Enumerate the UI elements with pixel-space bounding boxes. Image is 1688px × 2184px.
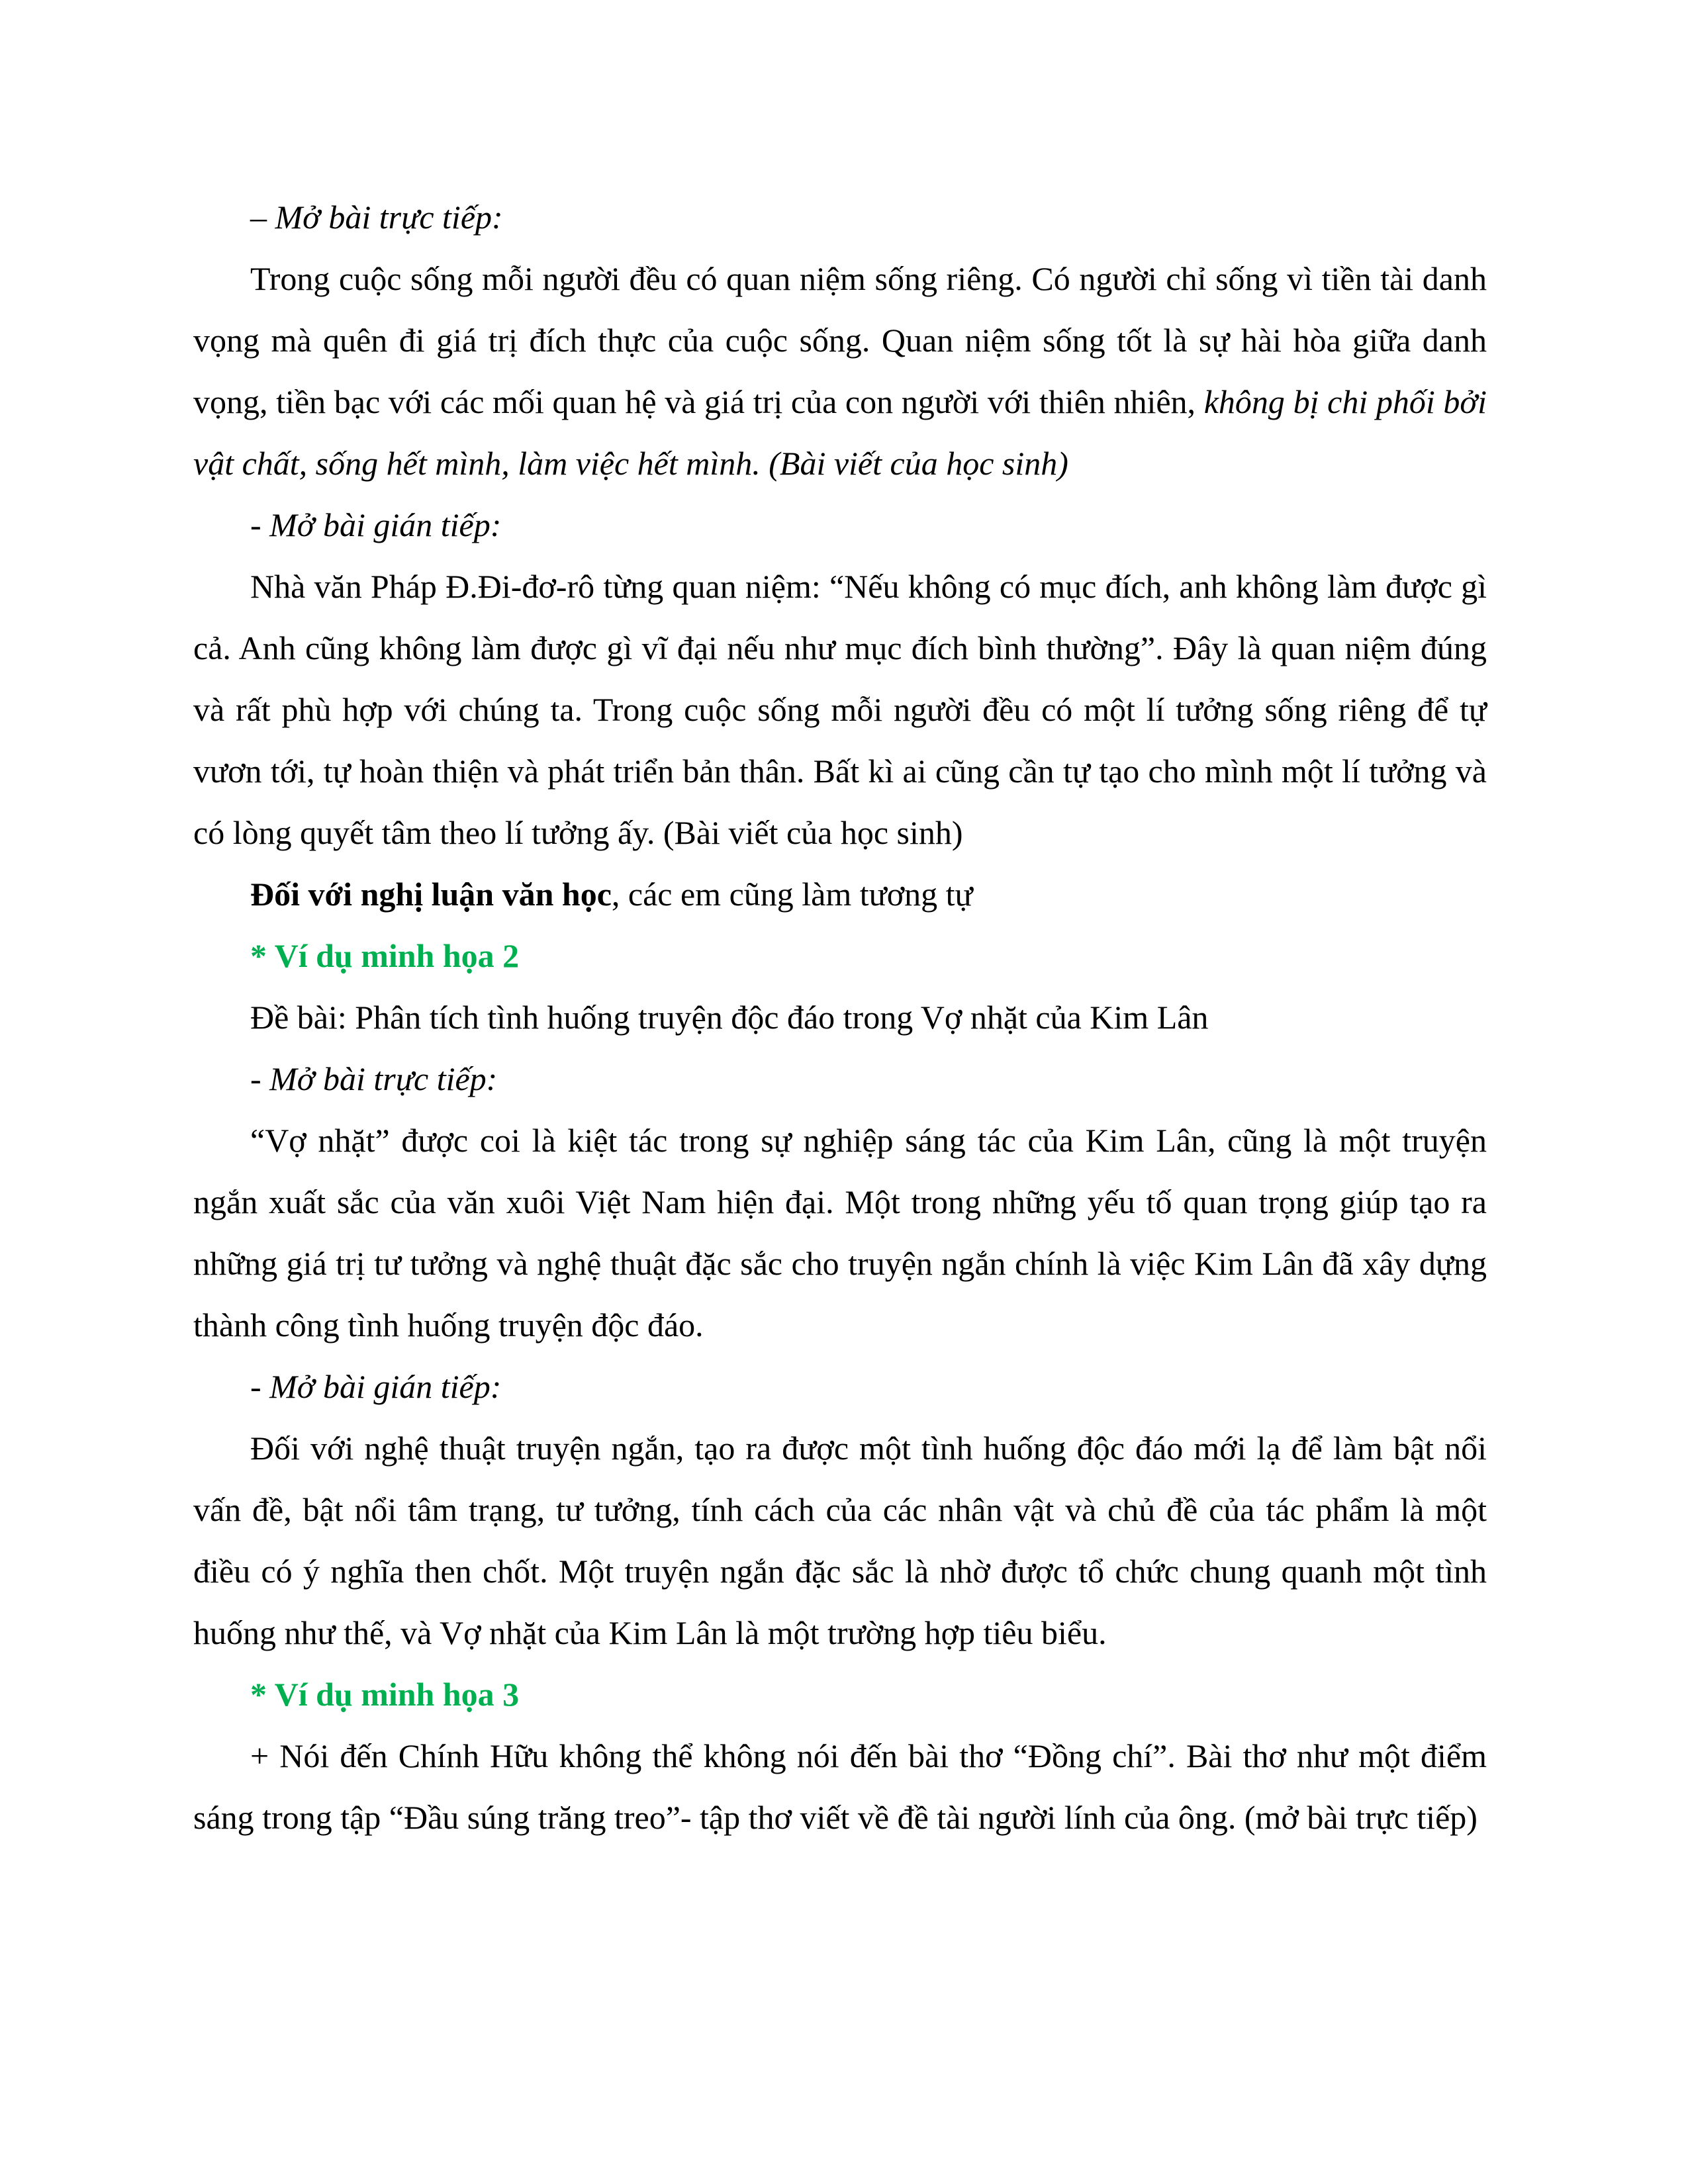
heading-direct-opening-1: – Mở bài trực tiếp: [250, 199, 503, 236]
literary-note-bold: Đối với nghị luận văn học [250, 876, 612, 913]
paragraph-direct-opening-1 [193, 248, 1487, 494]
example-3-title: * Ví dụ minh họa 3 [250, 1676, 520, 1713]
paragraph-direct-opening-1-italic: không bị chi phối bởi vật chất, sống hết mình, làm việc hết mình. (Bài viết của học sinh) [193, 383, 1487, 482]
heading-indirect-opening-2: - Mở bài gián tiếp: [250, 1368, 502, 1405]
literary-note-rest: , các em cũng làm tương tự [611, 876, 973, 913]
example-2-prompt: Đề bài: Phân tích tình huống truyện độc đáo trong Vợ nhặt của Kim Lân [250, 999, 1209, 1036]
paragraph-direct-opening-2: “Vợ nhặt” được coi là kiệt tác trong sự nghiệp sáng tác của Kim Lân, cũng là một truyện ngắn xuất sắc của văn xuôi Việt Nam hiện đại. Một trong những yếu tố quan trọng giúp tạo ra những giá trị tư tưởng và nghệ thuật đặc sắc cho truyện ngắn chính là việc Kim Lân đã xây dựng thành công tình huống truyện độc đáo. [193, 1122, 1487, 1343]
paragraph-indirect-opening-2: Đối với nghệ thuật truyện ngắn, tạo ra được một tình huống độc đáo mới lạ để làm bật nổi vấn đề, bật nổi tâm trạng, tư tưởng, tính cách của các nhân vật và chủ đề của tác phẩm là một điều có ý nghĩa then chốt. Một truyện ngắn đặc sắc là nhờ được tổ chức chung quanh một tình huống như thế, và Vợ nhặt của Kim Lân là một trường hợp tiêu biểu. [193, 1430, 1487, 1651]
document-body [193, 187, 1487, 1848]
heading-direct-opening-2: - Mở bài trực tiếp: [250, 1060, 498, 1097]
example-2-title: * Ví dụ minh họa 2 [250, 937, 520, 974]
heading-indirect-opening-1: - Mở bài gián tiếp: [250, 506, 502, 543]
paragraph-direct-opening-1-text: Trong cuộc sống mỗi người đều có quan niệm sống riêng. Có người chỉ sống vì tiền tài danh vọng mà quên đi giá trị đích thực của cuộc sống. Quan niệm sống tốt là sự hài hòa giữa danh vọng, tiền bạc với các mối quan hệ và giá trị của con người với thiên nhiên, [193, 260, 1487, 420]
literary-note [193, 864, 1487, 925]
paragraph-indirect-opening-1: Nhà văn Pháp Đ.Đi-đơ-rô từng quan niệm: “Nếu không có mục đích, anh không làm được gì cả. Anh cũng không làm được gì vĩ đại nếu như mục đích bình thường”. Đây là quan niệm đúng và rất phù hợp với chúng ta. Trong cuộc sống mỗi người đều có một lí tưởng sống riêng để tự vươn tới, tự hoàn thiện và phát triển bản thân. Bất kì ai cũng cần tự tạo cho mình một lí tưởng và có lòng quyết tâm theo lí tưởng ấy. (Bài viết của học sinh) [193, 568, 1487, 851]
paragraph-example-3: + Nói đến Chính Hữu không thể không nói đến bài thơ “Đồng chí”. Bài thơ như một điểm sáng trong tập “Đầu súng trăng treo”- tập thơ viết về đề tài người lính của ông. (mở bài trực tiếp) [193, 1737, 1487, 1836]
